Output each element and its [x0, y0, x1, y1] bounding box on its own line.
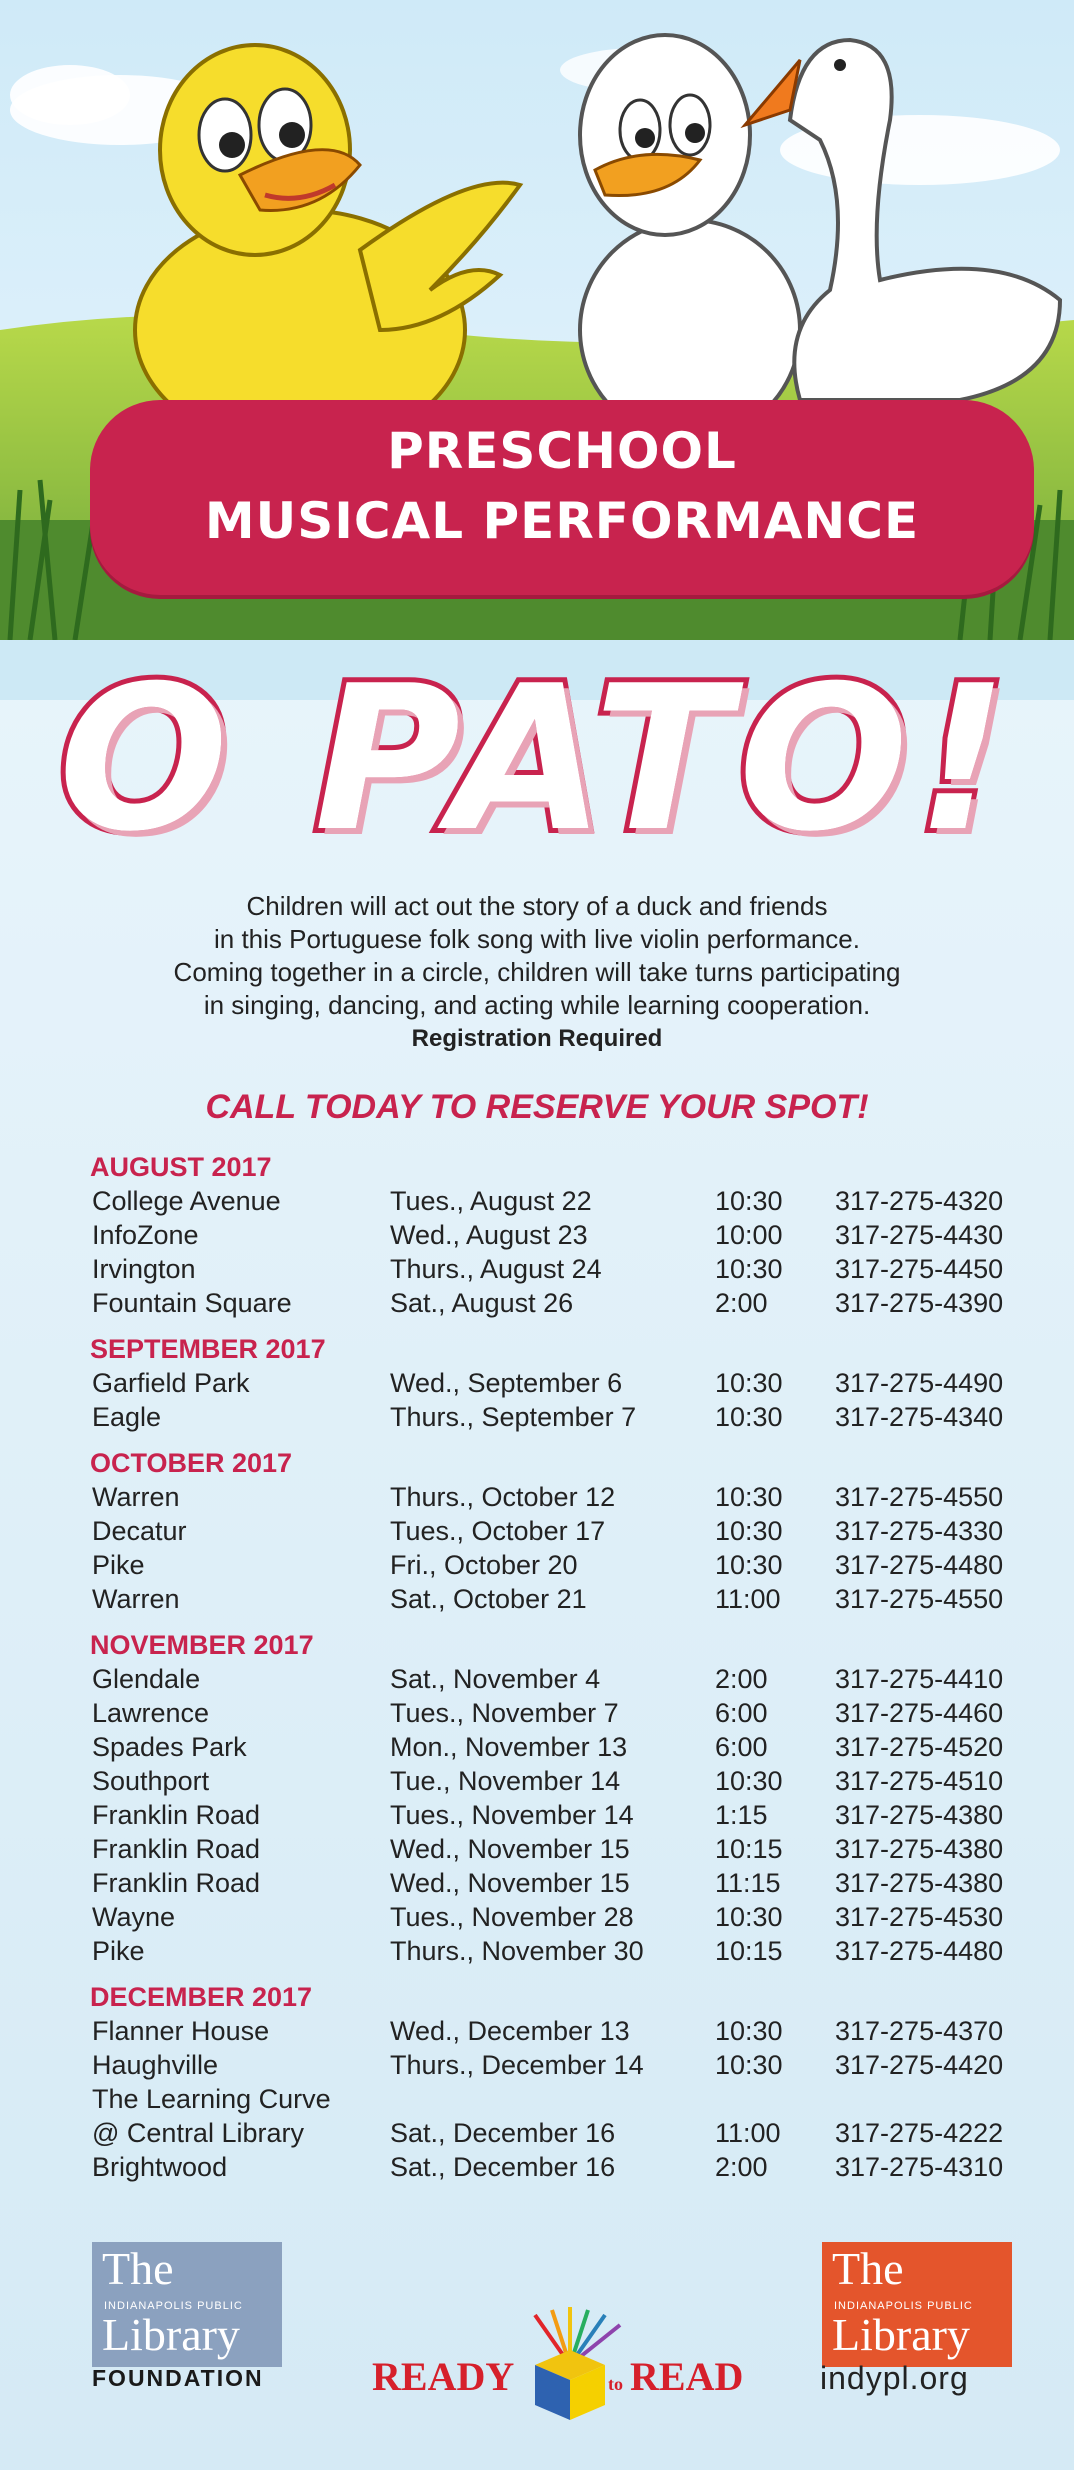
event-date: Wed., December 13 [390, 2016, 630, 2046]
registration-note: Registration Required [411, 1025, 663, 1052]
foundation-label: FOUNDATION [92, 2365, 264, 2391]
event-date: Thurs., August 24 [390, 1254, 602, 1284]
event-date: Fri., October 20 [390, 1550, 578, 1580]
logo-the: The [102, 2243, 174, 2294]
event-phone: 317-275-4340 [835, 1402, 1004, 1432]
event-location: Franklin Road [92, 1868, 261, 1898]
event-date: Sat., December 16 [390, 2118, 616, 2148]
schedule-row [90, 1252, 1020, 1286]
schedule-row [90, 1400, 1020, 1434]
event-location: The Learning Curve [92, 2084, 331, 2114]
event-time: 11:15 [715, 1868, 781, 1898]
month-heading: OCTOBER 2017 [90, 1448, 293, 1478]
event-location: Haughville [92, 2050, 219, 2080]
schedule-row [90, 1798, 1020, 1832]
schedule-row [90, 1184, 1020, 1218]
event-location: Glendale [92, 1664, 201, 1694]
event-phone: 317-275-4410 [835, 1664, 1004, 1694]
schedule-row [90, 1582, 1020, 1616]
title-banner [90, 400, 1034, 595]
event-location: Franklin Road [92, 1800, 261, 1830]
event-location: Lawrence [92, 1698, 210, 1728]
schedule-row [90, 1662, 1020, 1696]
description [60, 890, 1014, 1055]
month-heading: SEPTEMBER 2017 [90, 1334, 326, 1364]
event-location: Flanner House [92, 2016, 270, 2046]
event-date: Thurs., September 7 [390, 1402, 637, 1432]
description-line: in singing, dancing, and acting while learning cooperation. [203, 990, 871, 1020]
title-line-1: PRESCHOOL [387, 422, 737, 480]
event-location: Pike [92, 1550, 145, 1580]
event-phone: 317-275-4420 [835, 2050, 1004, 2080]
event-date: Sat., October 21 [390, 1584, 587, 1614]
event-location: Decatur [92, 1516, 187, 1546]
event-phone: 317-275-4480 [835, 1550, 1004, 1580]
event-location: Garfield Park [92, 1368, 250, 1398]
schedule-row [90, 1218, 1020, 1252]
event-location: Southport [92, 1766, 210, 1796]
event-phone: 317-275-4450 [835, 1254, 1004, 1284]
website-link[interactable]: indypl.org [820, 2360, 969, 2396]
event-location: Eagle [92, 1402, 162, 1432]
to-text: to [608, 2374, 623, 2394]
schedule-row [90, 1832, 1020, 1866]
event-time: 10:30 [715, 1516, 783, 1546]
event-phone: 317-275-4370 [835, 2016, 1004, 2046]
description-line: Coming together in a circle, children will take turns participating [173, 957, 901, 987]
event-time: 10:30 [715, 1902, 783, 1932]
event-time: 10:30 [715, 1186, 783, 1216]
month-heading: AUGUST 2017 [90, 1152, 272, 1182]
event-date: Sat., December 16 [390, 2152, 616, 2182]
schedule-row [90, 2116, 1020, 2150]
event-date: Mon., November 13 [390, 1732, 628, 1762]
ready-text: READY [372, 2354, 515, 2399]
event-phone: 317-275-4550 [835, 1584, 1004, 1614]
ready-to-read-icon [370, 2305, 750, 2425]
schedule-row [90, 2150, 1020, 2184]
schedule-table [90, 1150, 1020, 2184]
event-location: Pike [92, 1936, 145, 1966]
event-date: Tues., November 14 [390, 1800, 634, 1830]
ready-to-read-logo [370, 2305, 750, 2425]
event-time: 2:00 [715, 1664, 768, 1694]
event-time: 6:00 [715, 1698, 768, 1728]
schedule-row [90, 1934, 1020, 1968]
schedule-row [90, 1764, 1020, 1798]
event-time: 10:30 [715, 2050, 783, 2080]
event-time: 11:00 [715, 2118, 781, 2148]
event-date: Sat., November 4 [390, 1664, 601, 1694]
event-phone: 317-275-4510 [835, 1766, 1004, 1796]
event-time: 1:15 [715, 1800, 768, 1830]
month-heading: NOVEMBER 2017 [90, 1630, 314, 1660]
event-phone: 317-275-4530 [835, 1902, 1004, 1932]
event-time: 10:15 [715, 1936, 783, 1966]
event-time: 2:00 [715, 1288, 768, 1318]
duck-and-swan-illustration [0, 0, 1074, 700]
logo-subtitle: INDIANAPOLIS PUBLIC [104, 2300, 243, 2312]
schedule-row [90, 2014, 1020, 2048]
footer [0, 2225, 1074, 2470]
event-date: Tue., November 14 [390, 1766, 621, 1796]
event-phone: 317-275-4460 [835, 1698, 1004, 1728]
event-date: Wed., November 15 [390, 1868, 630, 1898]
logo-library: Library [832, 2309, 970, 2360]
event-time: 10:15 [715, 1834, 783, 1864]
event-time: 6:00 [715, 1732, 768, 1762]
event-date: Tues., August 22 [390, 1186, 592, 1216]
event-date: Wed., August 23 [390, 1220, 588, 1250]
logo-subtitle: INDIANAPOLIS PUBLIC [834, 2300, 973, 2312]
schedule-row [90, 1514, 1020, 1548]
event-phone: 317-275-4310 [835, 2152, 1004, 2182]
schedule-row [90, 1730, 1020, 1764]
schedule-row [90, 1366, 1020, 1400]
title-line-2: MUSICAL PERFORMANCE [204, 492, 920, 550]
event-time: 10:30 [715, 1550, 783, 1580]
event-phone: 317-275-4480 [835, 1936, 1004, 1966]
show-title: O PATO! [58, 643, 1016, 876]
event-time: 10:30 [715, 1368, 783, 1398]
event-phone: 317-275-4430 [835, 1220, 1004, 1250]
event-location: Franklin Road [92, 1834, 261, 1864]
event-phone: 317-275-4320 [835, 1186, 1004, 1216]
event-location: @ Central Library [92, 2118, 304, 2148]
event-phone: 317-275-4330 [835, 1516, 1004, 1546]
logo-the: The [832, 2243, 904, 2294]
event-location: Brightwood [92, 2152, 228, 2182]
month-heading: DECEMBER 2017 [90, 1982, 313, 2012]
event-phone: 317-275-4380 [835, 1868, 1004, 1898]
schedule-row [90, 1480, 1020, 1514]
call-to-action: CALL TODAY TO RESERVE YOUR SPOT! [205, 1088, 869, 1126]
event-time: 10:30 [715, 1254, 783, 1284]
description-line: Children will act out the story of a duck and friends [246, 891, 828, 921]
event-time: 2:00 [715, 2152, 768, 2182]
event-phone: 317-275-4380 [835, 1800, 1004, 1830]
event-phone: 317-275-4222 [835, 2118, 1004, 2148]
event-time: 10:00 [715, 1220, 783, 1250]
event-date: Thurs., December 14 [390, 2050, 644, 2080]
schedule-row [90, 2082, 1020, 2116]
event-time: 10:30 [715, 2016, 783, 2046]
description-line: in this Portuguese folk song with live violin performance. [214, 924, 860, 954]
event-phone: 317-275-4380 [835, 1834, 1004, 1864]
hero-illustration [0, 0, 1074, 700]
schedule-row [90, 2048, 1020, 2082]
event-time: 10:30 [715, 1482, 783, 1512]
event-date: Tues., November 28 [390, 1902, 634, 1932]
event-date: Tues., November 7 [390, 1698, 619, 1728]
schedule-row [90, 1548, 1020, 1582]
event-date: Wed., September 6 [390, 1368, 623, 1398]
event-location: Spades Park [92, 1732, 247, 1762]
event-phone: 317-275-4490 [835, 1368, 1004, 1398]
event-date: Tues., October 17 [390, 1516, 606, 1546]
event-location: College Avenue [92, 1186, 281, 1216]
event-phone: 317-275-4520 [835, 1732, 1004, 1762]
event-phone: 317-275-4550 [835, 1482, 1004, 1512]
schedule-row [90, 1696, 1020, 1730]
event-location: Warren [92, 1482, 180, 1512]
event-time: 11:00 [715, 1584, 781, 1614]
event-time: 10:30 [715, 1766, 783, 1796]
event-phone: 317-275-4390 [835, 1288, 1004, 1318]
library-logo [822, 2242, 1012, 2367]
event-date: Sat., August 26 [390, 1288, 574, 1318]
read-text: READ [630, 2354, 744, 2399]
schedule-row [90, 1900, 1020, 1934]
event-date: Wed., November 15 [390, 1834, 630, 1864]
logo-library: Library [102, 2309, 240, 2360]
schedule-row [90, 1286, 1020, 1320]
event-date: Thurs., November 30 [390, 1936, 644, 1966]
event-location: InfoZone [92, 1220, 199, 1250]
event-location: Wayne [92, 1902, 176, 1932]
event-time: 10:30 [715, 1402, 783, 1432]
event-location: Fountain Square [92, 1288, 292, 1318]
event-date: Thurs., October 12 [390, 1482, 616, 1512]
schedule-row [90, 1866, 1020, 1900]
library-foundation-logo [92, 2242, 282, 2367]
event-location: Irvington [92, 1254, 196, 1284]
event-location: Warren [92, 1584, 180, 1614]
